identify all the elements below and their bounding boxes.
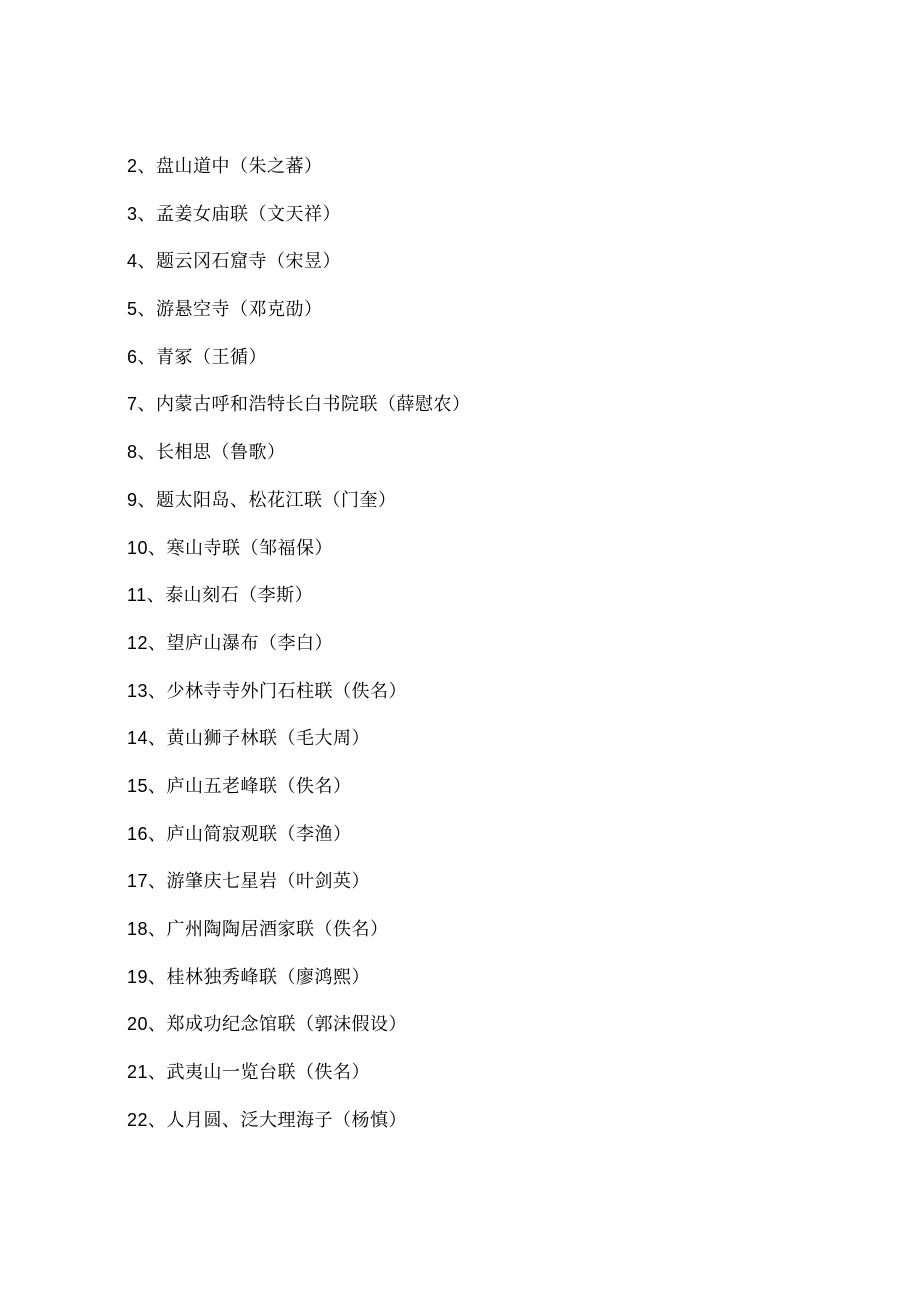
item-separator: 、 bbox=[148, 1109, 167, 1131]
item-separator: 、 bbox=[137, 299, 157, 321]
item-title: 黄山狮子林联（毛大周） bbox=[166, 728, 371, 750]
list-item bbox=[127, 675, 471, 723]
item-separator: 、 bbox=[137, 442, 157, 464]
list-item bbox=[127, 293, 471, 341]
item-separator: 、 bbox=[148, 823, 167, 845]
item-title: 少林寺寺外门石柱联（佚名） bbox=[166, 680, 408, 702]
item-separator: 、 bbox=[148, 537, 167, 559]
item-separator: 、 bbox=[148, 728, 167, 750]
list-item bbox=[127, 436, 471, 484]
item-separator: 、 bbox=[148, 680, 167, 702]
item-title: 武夷山一览台联（佚名） bbox=[166, 1062, 371, 1084]
item-title: 盘山道中（朱之蕃） bbox=[156, 156, 323, 177]
item-number: 22 bbox=[127, 1109, 149, 1130]
item-title: 内蒙古呼和浩特长白书院联（薛慰农） bbox=[156, 394, 471, 416]
item-separator: 、 bbox=[137, 346, 157, 368]
item-separator: 、 bbox=[148, 871, 167, 893]
item-separator: 、 bbox=[148, 632, 167, 654]
item-title: 庐山简寂观联（李渔） bbox=[166, 823, 352, 845]
item-number: 13 bbox=[127, 680, 149, 701]
item-title: 青冢（王循） bbox=[156, 346, 268, 368]
item-number: 19 bbox=[127, 966, 149, 987]
item-title: 题太阳岛、松花江联（门奎） bbox=[156, 489, 397, 511]
item-number: 8 bbox=[127, 442, 138, 463]
list-item bbox=[127, 484, 471, 532]
list-item bbox=[127, 913, 471, 961]
item-separator: 、 bbox=[148, 775, 167, 797]
item-title: 泰山刻石（李斯） bbox=[165, 585, 314, 607]
item-separator: 、 bbox=[148, 1014, 167, 1036]
item-number: 16 bbox=[127, 823, 149, 844]
item-title: 广州陶陶居酒家联（佚名） bbox=[166, 919, 389, 940]
item-number: 21 bbox=[127, 1062, 149, 1083]
poem-list bbox=[127, 150, 471, 1151]
list-item bbox=[127, 722, 471, 770]
list-item bbox=[127, 770, 471, 818]
list-item bbox=[127, 865, 471, 913]
list-item bbox=[127, 1104, 471, 1152]
list-item bbox=[127, 198, 471, 246]
item-separator: 、 bbox=[137, 394, 157, 416]
list-item bbox=[127, 1008, 471, 1056]
list-item bbox=[127, 1056, 471, 1104]
item-title: 长相思（鲁歌） bbox=[156, 442, 286, 464]
item-number: 14 bbox=[127, 728, 149, 749]
item-separator: 、 bbox=[137, 203, 157, 225]
item-title: 人月圆、泛大理海子（杨慎） bbox=[166, 1109, 408, 1131]
item-title: 望庐山瀑布（李白） bbox=[166, 632, 334, 654]
item-number: 15 bbox=[127, 775, 149, 796]
item-number: 18 bbox=[127, 919, 149, 939]
item-title: 孟姜女庙联（文天祥） bbox=[156, 203, 342, 225]
list-item bbox=[127, 150, 471, 198]
list-item bbox=[127, 388, 471, 436]
list-item bbox=[127, 961, 471, 1009]
item-separator: 、 bbox=[148, 919, 167, 940]
item-separator: 、 bbox=[137, 156, 157, 177]
list-item bbox=[127, 579, 471, 627]
item-number: 5 bbox=[127, 299, 138, 320]
item-number: 10 bbox=[127, 537, 149, 558]
item-number: 4 bbox=[127, 251, 138, 272]
list-item bbox=[127, 341, 471, 389]
item-number: 9 bbox=[127, 489, 138, 510]
item-title: 寒山寺联（邹福保） bbox=[166, 537, 334, 559]
item-title: 郑成功纪念馆联（郭沫假设） bbox=[166, 1014, 408, 1036]
item-number: 2 bbox=[127, 156, 138, 176]
item-number: 20 bbox=[127, 1014, 149, 1035]
item-title: 游悬空寺（邓克劭） bbox=[156, 299, 323, 321]
item-title: 桂林独秀峰联（廖鸿熙） bbox=[166, 966, 371, 988]
item-separator: 、 bbox=[146, 585, 166, 607]
list-item bbox=[127, 627, 471, 675]
item-separator: 、 bbox=[148, 966, 167, 988]
item-number: 17 bbox=[127, 871, 149, 892]
item-number: 3 bbox=[127, 203, 138, 224]
item-separator: 、 bbox=[137, 489, 157, 511]
item-number: 11 bbox=[127, 585, 147, 606]
item-separator: 、 bbox=[137, 251, 157, 273]
list-item bbox=[127, 245, 471, 293]
list-item bbox=[127, 532, 471, 580]
item-separator: 、 bbox=[148, 1062, 167, 1084]
item-title: 游肇庆七星岩（叶剑英） bbox=[166, 871, 371, 893]
item-number: 7 bbox=[127, 394, 138, 415]
item-title: 庐山五老峰联（佚名） bbox=[166, 775, 352, 797]
item-number: 6 bbox=[127, 346, 138, 367]
item-title: 题云冈石窟寺（宋昱） bbox=[156, 251, 342, 273]
list-item bbox=[127, 818, 471, 866]
item-number: 12 bbox=[127, 632, 149, 653]
